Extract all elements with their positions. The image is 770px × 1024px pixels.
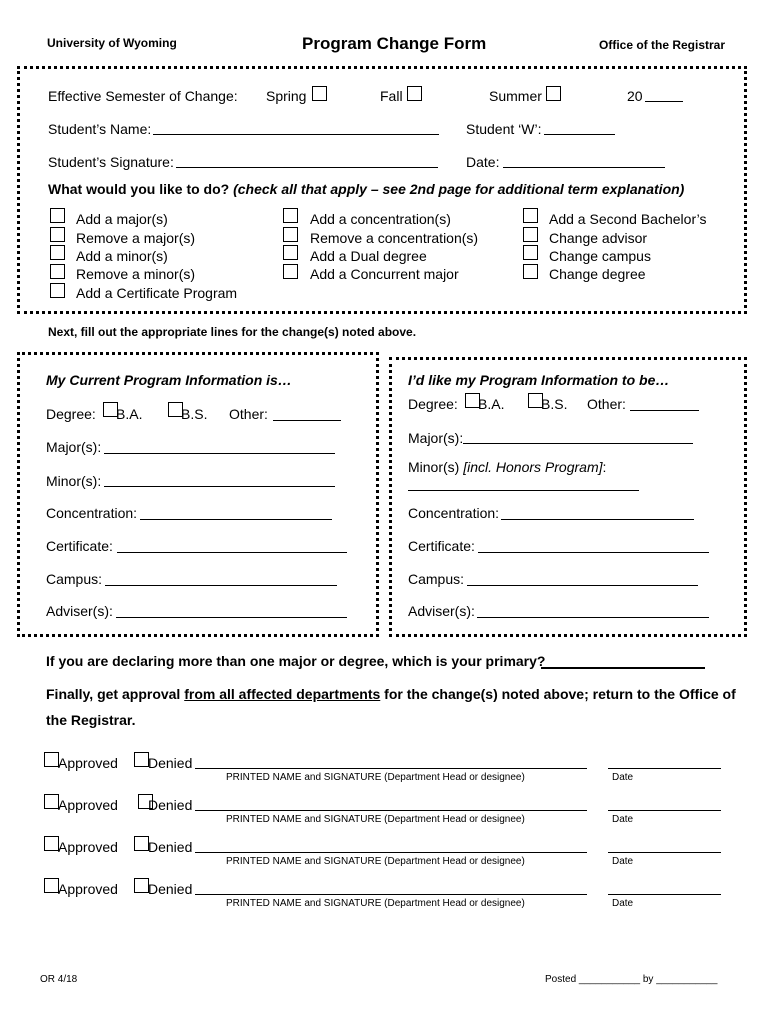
current-other-label: Other: bbox=[229, 406, 268, 422]
option-remove-minor: Remove a minor(s) bbox=[76, 266, 196, 282]
approved-label: Approved bbox=[58, 839, 118, 855]
date-caption: Date bbox=[612, 814, 634, 825]
approved-label: Approved bbox=[58, 881, 118, 897]
spring-label: Spring bbox=[266, 88, 307, 104]
desired-campus-label: Campus: bbox=[408, 571, 465, 587]
current-campus-field[interactable] bbox=[105, 585, 337, 586]
current-adviser-label: Adviser(s): bbox=[46, 603, 113, 619]
fall-label: Fall bbox=[380, 88, 403, 104]
current-degree-label: Degree: bbox=[46, 406, 96, 422]
option-checkbox[interactable] bbox=[523, 208, 538, 223]
desired-other-field[interactable] bbox=[630, 410, 699, 411]
student-signature-field[interactable] bbox=[176, 167, 438, 168]
desired-other-label: Other: bbox=[587, 396, 626, 412]
question-note: (check all that apply – see 2nd page for additional term explanation) bbox=[233, 181, 685, 197]
desired-major-field[interactable] bbox=[463, 443, 693, 444]
signature-caption: PRINTED NAME and SIGNATURE (Department Head or designee) bbox=[226, 814, 525, 825]
current-other-field[interactable] bbox=[273, 420, 341, 421]
option-change-campus: Change campus bbox=[549, 248, 651, 264]
signature-caption: PRINTED NAME and SIGNATURE (Department Head or designee) bbox=[226, 856, 525, 867]
current-minor-label: Minor(s): bbox=[46, 473, 102, 489]
option-checkbox[interactable] bbox=[283, 264, 298, 279]
signature-caption: PRINTED NAME and SIGNATURE (Department Head or designee) bbox=[226, 772, 525, 783]
primary-question: If you are declaring more than one major or degree, which is your primary? bbox=[46, 653, 546, 669]
denied-checkbox[interactable] bbox=[134, 878, 149, 893]
date-caption: Date bbox=[612, 898, 634, 909]
option-checkbox[interactable] bbox=[50, 208, 65, 223]
desired-concentration-label: Concentration: bbox=[408, 505, 500, 521]
desired-certificate-label: Certificate: bbox=[408, 538, 475, 554]
desired-certificate-field[interactable] bbox=[478, 552, 709, 553]
desired-campus-field[interactable] bbox=[467, 585, 698, 586]
question-main: What would you like to do? bbox=[48, 181, 230, 197]
option-add-dual-degree: Add a Dual degree bbox=[310, 248, 427, 264]
approval-date-field[interactable] bbox=[608, 810, 721, 811]
form-code: OR 4/18 bbox=[40, 974, 78, 985]
option-remove-concentration: Remove a concentration(s) bbox=[310, 230, 479, 246]
approval-text-before: Finally, get approval bbox=[46, 686, 181, 702]
approved-checkbox[interactable] bbox=[44, 878, 59, 893]
approved-checkbox[interactable] bbox=[44, 794, 59, 809]
option-remove-major: Remove a major(s) bbox=[76, 230, 196, 246]
signature-field[interactable] bbox=[195, 810, 587, 811]
current-certificate-label: Certificate: bbox=[46, 538, 113, 554]
current-campus-label: Campus: bbox=[46, 571, 103, 587]
question-heading bbox=[48, 181, 684, 197]
summer-checkbox[interactable] bbox=[546, 86, 561, 101]
option-checkbox[interactable] bbox=[523, 245, 538, 260]
option-add-second-bachelors: Add a Second Bachelor’s bbox=[549, 211, 707, 227]
option-checkbox[interactable] bbox=[50, 283, 65, 298]
date-caption: Date bbox=[612, 772, 634, 783]
student-name-field[interactable] bbox=[153, 134, 439, 135]
denied-label: Denied bbox=[148, 797, 193, 813]
student-w-label: Student ‘W’: bbox=[466, 121, 542, 137]
current-concentration-field[interactable] bbox=[140, 519, 332, 520]
approval-instruction-line2: the Registrar. bbox=[46, 712, 136, 728]
approval-text-underlined: from all affected departments bbox=[184, 686, 381, 702]
option-checkbox[interactable] bbox=[283, 208, 298, 223]
current-certificate-field[interactable] bbox=[117, 552, 347, 553]
next-instruction: Next, fill out the appropriate lines for the change(s) noted above. bbox=[48, 325, 417, 339]
current-concentration-label: Concentration: bbox=[46, 505, 138, 521]
denied-checkbox[interactable] bbox=[134, 836, 149, 851]
option-add-concentration: Add a concentration(s) bbox=[310, 211, 451, 227]
form-title: Program Change Form bbox=[302, 34, 487, 53]
denied-label: Denied bbox=[148, 839, 193, 855]
option-change-degree: Change degree bbox=[549, 266, 646, 282]
option-add-certificate: Add a Certificate Program bbox=[76, 285, 238, 301]
signature-field[interactable] bbox=[195, 768, 587, 769]
current-major-field[interactable] bbox=[104, 453, 335, 454]
option-checkbox[interactable] bbox=[523, 264, 538, 279]
desired-concentration-field[interactable] bbox=[501, 519, 694, 520]
option-checkbox[interactable] bbox=[283, 245, 298, 260]
approved-label: Approved bbox=[58, 755, 118, 771]
posted-by: Posted ___________ by ___________ bbox=[545, 974, 718, 985]
desired-minor-text: Minor(s) bbox=[408, 459, 460, 475]
approval-instruction bbox=[46, 686, 736, 702]
current-program-section bbox=[17, 352, 379, 637]
current-major-label: Major(s): bbox=[46, 439, 102, 455]
approval-date-field[interactable] bbox=[608, 852, 721, 853]
current-bs-label: B.S. bbox=[181, 406, 208, 422]
student-signature-label: Student’s Signature: bbox=[48, 154, 174, 170]
approved-label: Approved bbox=[58, 797, 118, 813]
current-ba-label: B.A. bbox=[116, 406, 143, 422]
date-field[interactable] bbox=[503, 167, 665, 168]
signature-field[interactable] bbox=[195, 852, 587, 853]
desired-minor-label bbox=[408, 459, 606, 475]
denied-checkbox[interactable] bbox=[134, 752, 149, 767]
desired-minor-note: [incl. Honors Program] bbox=[463, 459, 603, 475]
option-add-minor: Add a minor(s) bbox=[76, 248, 168, 264]
desired-heading: I’d like my Program Information to be… bbox=[408, 372, 670, 388]
year-field[interactable] bbox=[645, 101, 683, 102]
option-checkbox[interactable] bbox=[523, 227, 538, 242]
student-w-field[interactable] bbox=[544, 134, 615, 135]
signature-caption: PRINTED NAME and SIGNATURE (Department Head or designee) bbox=[226, 898, 525, 909]
option-checkbox[interactable] bbox=[50, 264, 65, 279]
denied-label: Denied bbox=[148, 755, 193, 771]
primary-field[interactable] bbox=[541, 667, 705, 669]
option-change-advisor: Change advisor bbox=[549, 230, 648, 246]
desired-minor-colon: : bbox=[602, 459, 607, 475]
signature-field[interactable] bbox=[195, 894, 587, 895]
office-name: Office of the Registrar bbox=[599, 38, 726, 52]
fall-checkbox[interactable] bbox=[407, 86, 422, 101]
option-checkbox[interactable] bbox=[50, 245, 65, 260]
student-name-label: Student’s Name: bbox=[48, 121, 152, 137]
desired-ba-label: B.A. bbox=[478, 396, 505, 412]
desired-minor-field[interactable] bbox=[408, 490, 639, 491]
current-minor-field[interactable] bbox=[104, 486, 335, 487]
desired-bs-label: B.S. bbox=[541, 396, 568, 412]
approval-date-field[interactable] bbox=[608, 894, 721, 895]
current-adviser-field[interactable] bbox=[116, 617, 347, 618]
approval-date-field[interactable] bbox=[608, 768, 721, 769]
semester-label: Effective Semester of Change: bbox=[48, 88, 238, 104]
university-name: University of Wyoming bbox=[47, 36, 177, 50]
option-checkbox[interactable] bbox=[50, 227, 65, 242]
approved-checkbox[interactable] bbox=[44, 752, 59, 767]
desired-degree-label: Degree: bbox=[408, 396, 458, 412]
approved-checkbox[interactable] bbox=[44, 836, 59, 851]
summer-label: Summer bbox=[489, 88, 542, 104]
date-label: Date: bbox=[466, 154, 500, 170]
approval-text-after: for the change(s) noted above; return to the Office of bbox=[384, 686, 736, 702]
desired-adviser-field[interactable] bbox=[477, 617, 709, 618]
option-add-major: Add a major(s) bbox=[76, 211, 168, 227]
desired-major-label: Major(s): bbox=[408, 430, 464, 446]
spring-checkbox[interactable] bbox=[312, 86, 327, 101]
date-caption: Date bbox=[612, 856, 634, 867]
year-label: 20 bbox=[627, 88, 643, 104]
desired-adviser-label: Adviser(s): bbox=[408, 603, 475, 619]
denied-label: Denied bbox=[148, 881, 193, 897]
current-heading: My Current Program Information is… bbox=[46, 372, 292, 388]
option-add-concurrent-major: Add a Concurrent major bbox=[310, 266, 459, 282]
option-checkbox[interactable] bbox=[283, 227, 298, 242]
